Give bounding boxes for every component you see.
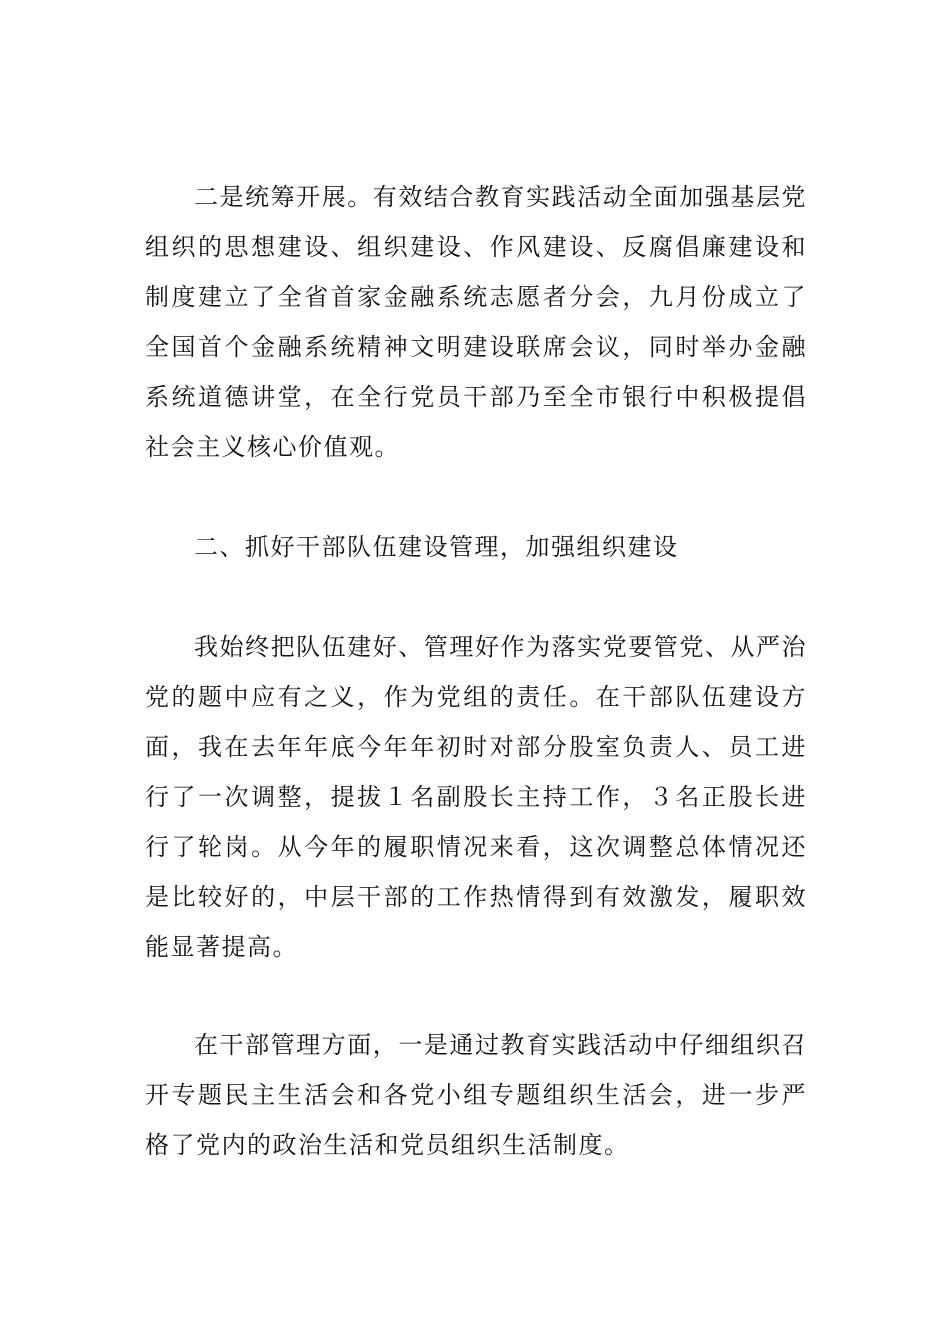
paragraph-cadre-management: 在干部管理方面，一是通过教育实践活动中仔细组织召开专题民主生活会和各党小组专题组织生活会，进一步严格了党内的政治生活和党员组织生活制度。 [145,1031,807,1159]
paragraph-coordinated-development: 二是统筹开展。有效结合教育实践活动全面加强基层党组织的思想建设、组织建设、作风建设、反腐倡廉建设和制度建立了全省首家金融系统志愿者分会，九月份成立了全国首个金融系统精神文明建设联席会议，同时举办金融系统道德讲堂，在全行党员干部乃至全市银行中积极提倡社会主义核心价值观。 [145,183,807,461]
section-heading-cadre-team: 二、抓好干部队伍建设管理，加强组织建设 [194,533,679,561]
paragraph-team-building: 我始终把队伍建好、管理好作为落实党要管党、从严治党的题中应有之义，作为党组的责任。在干部队伍建设方面，我在去年年底今年年初时对部分股室负责人、员工进行了一次调整，提拔１名副股长主持工作，３名正股长进行了轮岗。从今年的履职情况来看，这次调整总体情况还是比较好的，中层干部的工作热情得到有效激发，履职效能显著提高。 [145,633,807,961]
